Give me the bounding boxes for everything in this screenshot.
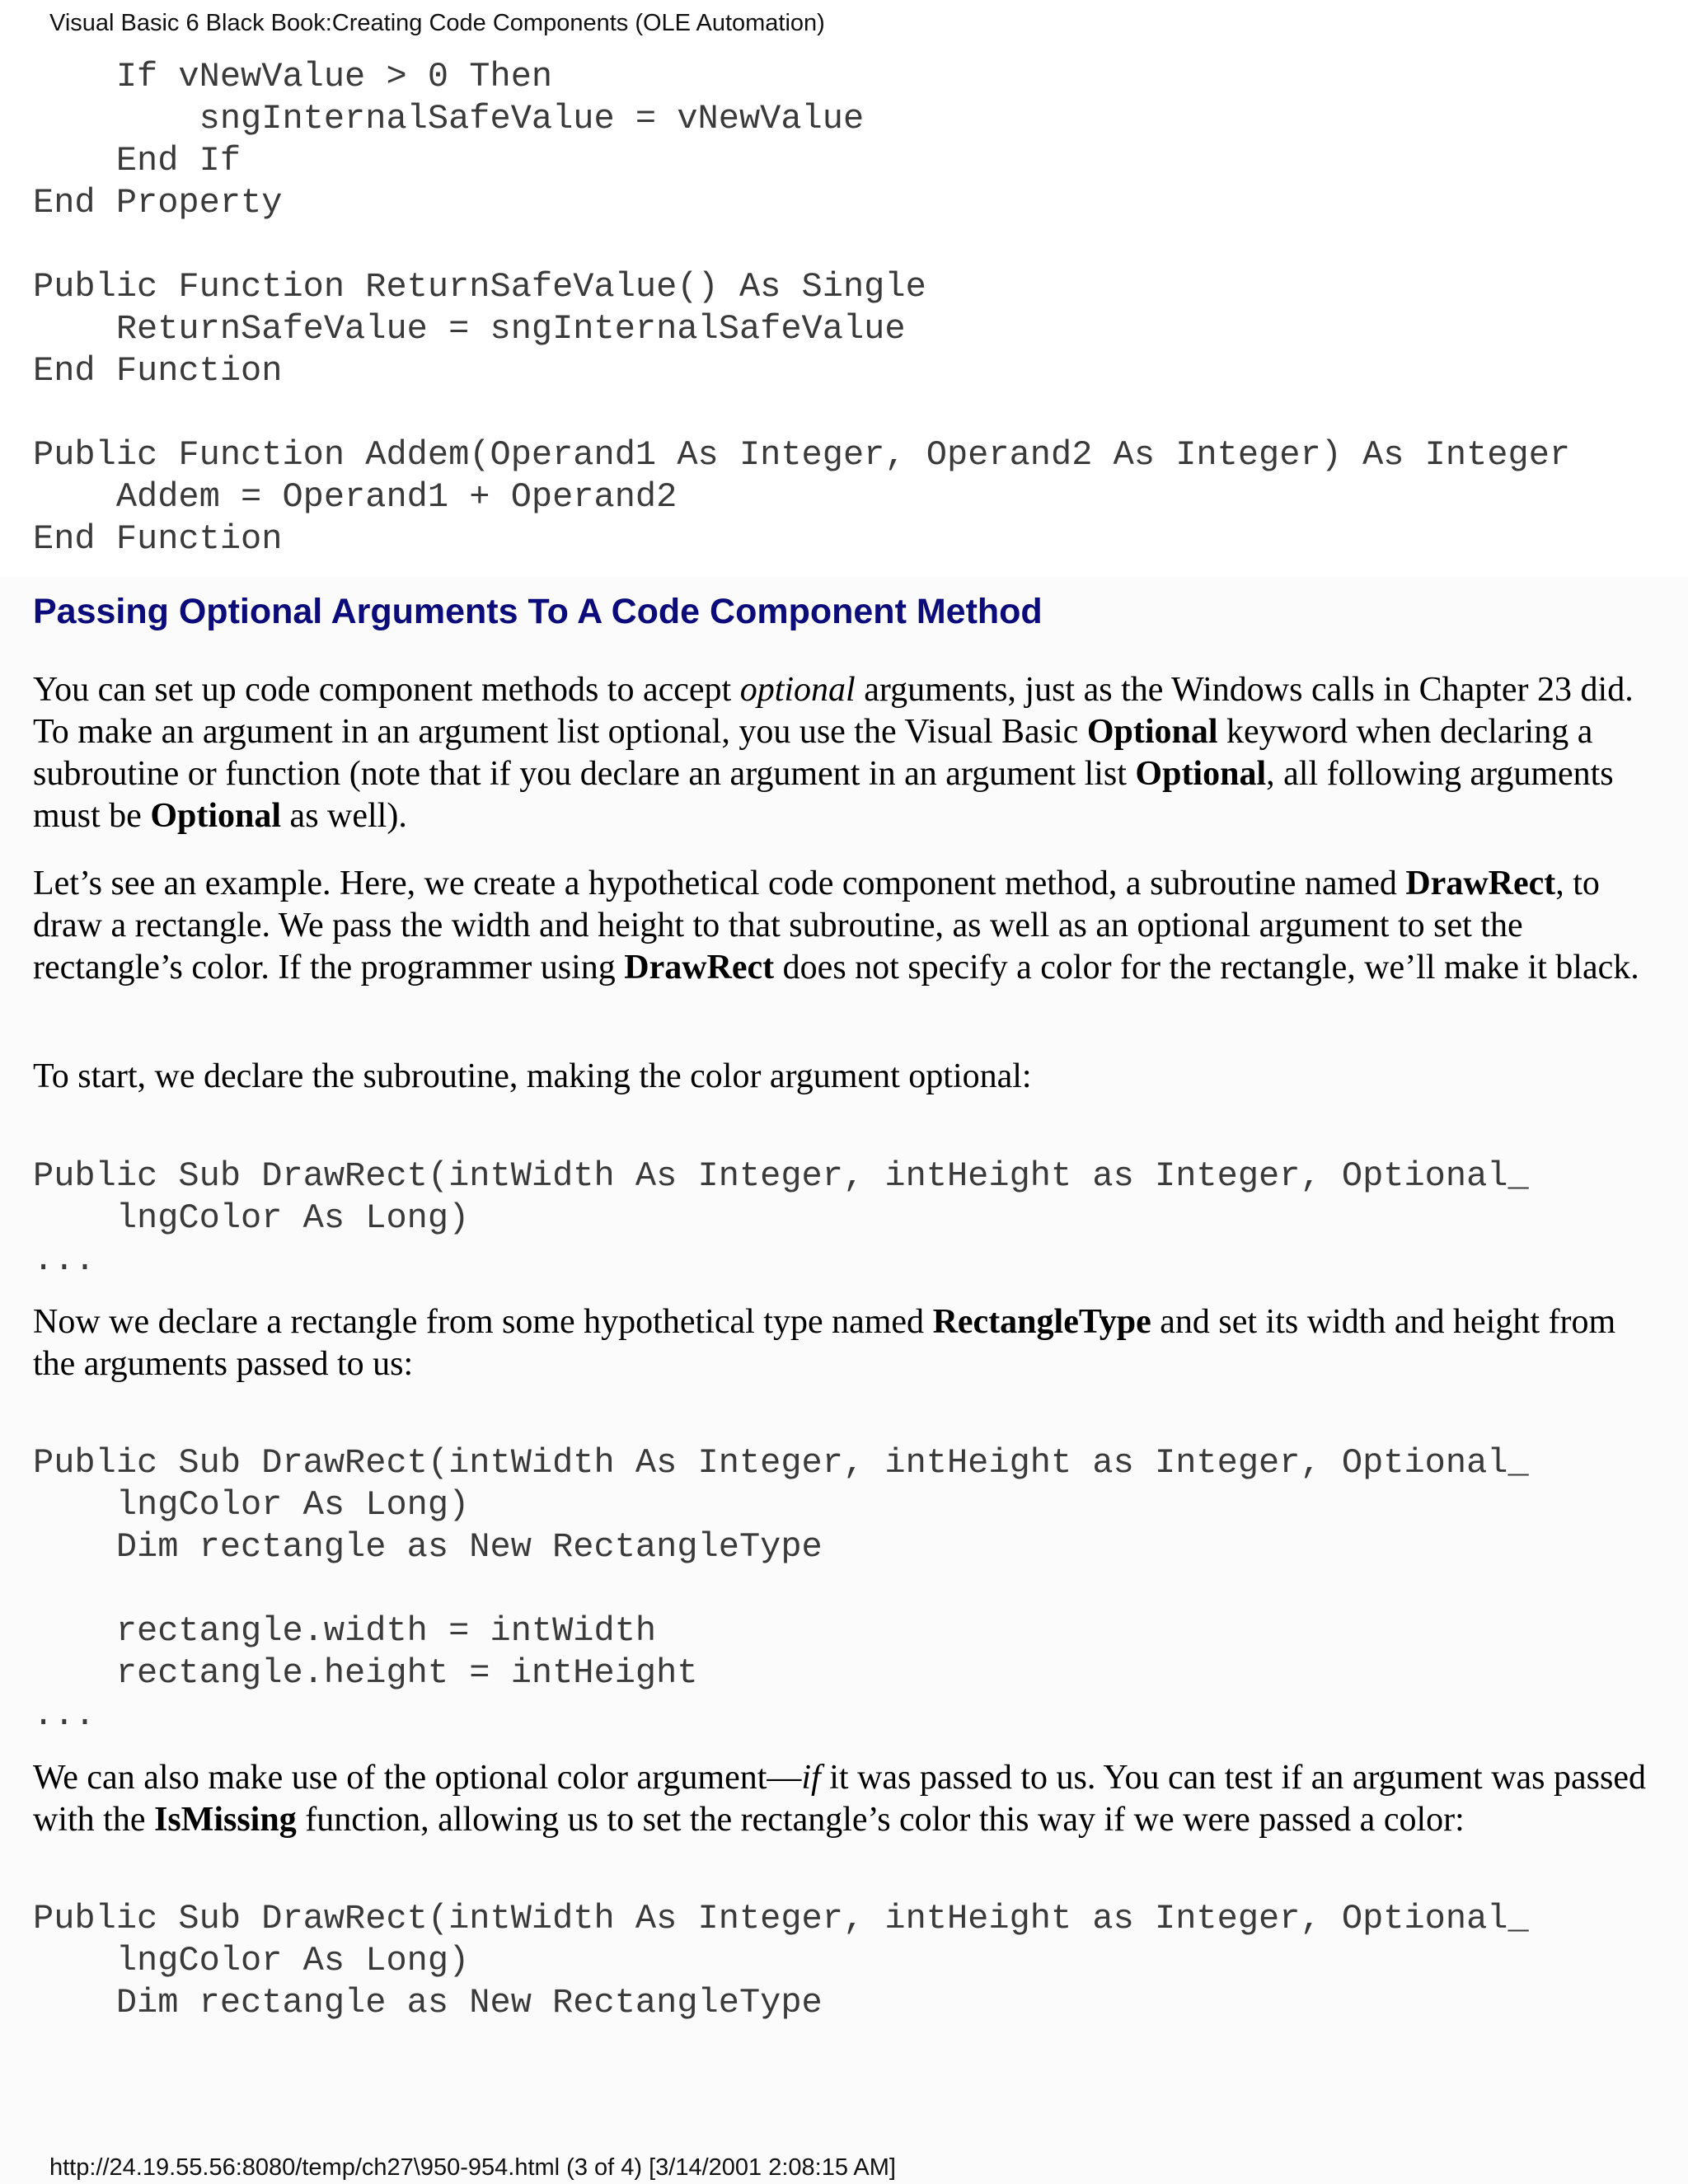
paragraph-drawrect-example: Let’s see an example. Here, we create a hypothetical code component method, a subroutine named DrawRect, to draw a rectangle. We pass the width and height to that subroutine, as well as an optional argument to set the rectangle’s color. If the programmer using DrawRect does not specify a color for the rectangle, we’ll make it black.: [33, 865, 1639, 987]
code-block-drawrect-color: Public Sub DrawRect(intWidth As Integer, intHeight as Integer, Optional_ lngColor As Long) Dim rectangle as New RectangleType: [33, 1899, 1529, 2022]
page-footer-url: http://24.19.55.56:8080/temp/ch27\950-954.html (3 of 4) [3/14/2001 2:08:15 AM]: [49, 2154, 896, 2181]
paragraph-declare-rectangle: Now we declare a rectangle from some hypothetical type named RectangleType and set its width and height from the arguments passed to us:: [33, 1303, 1616, 1383]
page-header-title: Visual Basic 6 Black Book:Creating Code Components (OLE Automation): [49, 10, 825, 36]
paragraph-ismissing: We can also make use of the optional color argument—if it was passed to us. You can test if an argument was passed with the IsMissing function, allowing us to set the rectangle’s color this way if we were passed a color:: [33, 1759, 1646, 1839]
code-block-rectangle-dimensions: Public Sub DrawRect(intWidth As Integer, intHeight as Integer, Optional_ lngColor As Long) Dim rectangle as New RectangleType rectangle.width = intWidth rectangle.height = intHeight ...: [33, 1443, 1529, 1735]
section-heading: Passing Optional Arguments To A Code Component Method: [33, 592, 1043, 631]
code-block-property-functions: If vNewValue > 0 Then sngInternalSafeValue = vNewValue End If End Property Public Function ReturnSafeValue() As Single ReturnSafeValue = sngInternalSafeValue End Function Public Function Addem(Operand1 As Integer, Operand2 As Integer) As Integer Addem = Operand1 + Operand2 End Function: [33, 57, 1571, 559]
code-block-declare-drawrect: Public Sub DrawRect(intWidth As Integer, intHeight as Integer, Optional_ lngColor As Long) ...: [33, 1156, 1529, 1280]
paragraph-optional-intro: You can set up code component methods to accept optional arguments, just as the Windows calls in Chapter 23 did. To make an argument in an argument list optional, you use the Visual Basic Optional keyword when declaring a subroutine or function (note that if you declare an argument in an argument list Optional, all following arguments must be Optional as well).: [33, 671, 1634, 835]
paragraph-declare-subroutine: To start, we declare the subroutine, making the color argument optional:: [33, 1057, 1032, 1095]
